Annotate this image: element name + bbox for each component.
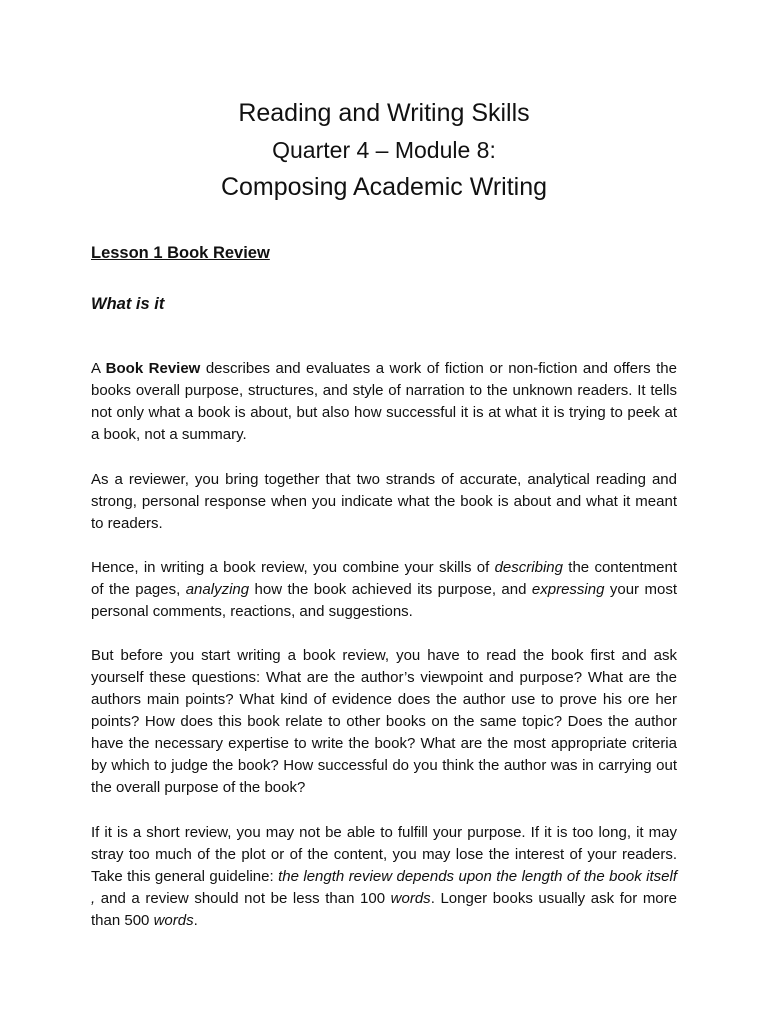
document-topic: Composing Academic Writing <box>220 173 548 201</box>
document-subtitle: Quarter 4 – Module 8: <box>272 137 496 163</box>
section-heading: What is it <box>91 295 165 313</box>
p3-em-analyzing: analyzing <box>185 581 250 598</box>
p3-em-describing: describing <box>494 559 563 576</box>
document-title: Reading and Writing Skills <box>238 99 530 127</box>
p5-em-guideline: the length review depends upon the length of the book itself , <box>91 868 677 907</box>
p1-rest: describes and evaluates a work of fiction or non-fiction and offers the books overall purpose, structures, and style of narration to the unknown readers. It tells not only what a book is about, but also how successful it is at what it is trying to peek at a book, not a summary. <box>91 360 677 443</box>
p3-seg3: how the book achieved its purpose, and <box>249 581 532 598</box>
p3-seg2: the contentment of the pages, <box>91 559 677 598</box>
p5-em-words-2: words <box>153 912 194 929</box>
paragraph-length-guideline <box>91 822 677 932</box>
paragraph-questions: But before you start writing a book review, you have to read the book first and ask yourself these questions: What are the author’s viewpoint and purpose? What are the authors main points? What kind of evidence does the author use to prove his ore her points? How does this book relate to other books on the same topic? Does the author have the necessary expertise to write the book? What are the most appropriate criteria by which to judge the book? How successful do you think the author was in carrying out the overall purpose of the book? <box>91 647 677 796</box>
paragraph-reviewer: As a reviewer, you bring together that two strands of accurate, analytical reading and strong, personal response when you indicate what the book is about and what it meant to readers. <box>91 471 677 532</box>
paragraph-definition <box>91 358 677 446</box>
p5-seg1: If it is a short review, you may not be able to fulfill your purpose. If it is too long, it may stray too much of the plot or of the content, you may lose the interest of your readers. Take this general guideline: <box>91 824 677 885</box>
p1-bold-term: Book Review <box>105 360 201 377</box>
p1-lead: A <box>91 360 106 377</box>
p5-seg3: . Longer books usually ask for more than 500 <box>91 890 677 929</box>
p5-em-words-1: words <box>390 890 431 907</box>
p5-seg4: . <box>193 912 198 929</box>
p3-seg4: your most personal comments, reactions, and suggestions. <box>91 581 677 620</box>
paragraph-skills <box>91 557 677 623</box>
lesson-heading: Lesson 1 Book Review <box>91 244 270 262</box>
title-block <box>0 94 768 206</box>
p5-seg2: and a review should not be less than 100 <box>95 890 391 907</box>
p3-seg1: Hence, in writing a book review, you combine your skills of <box>91 559 495 576</box>
p3-em-expressing: expressing <box>531 581 605 598</box>
